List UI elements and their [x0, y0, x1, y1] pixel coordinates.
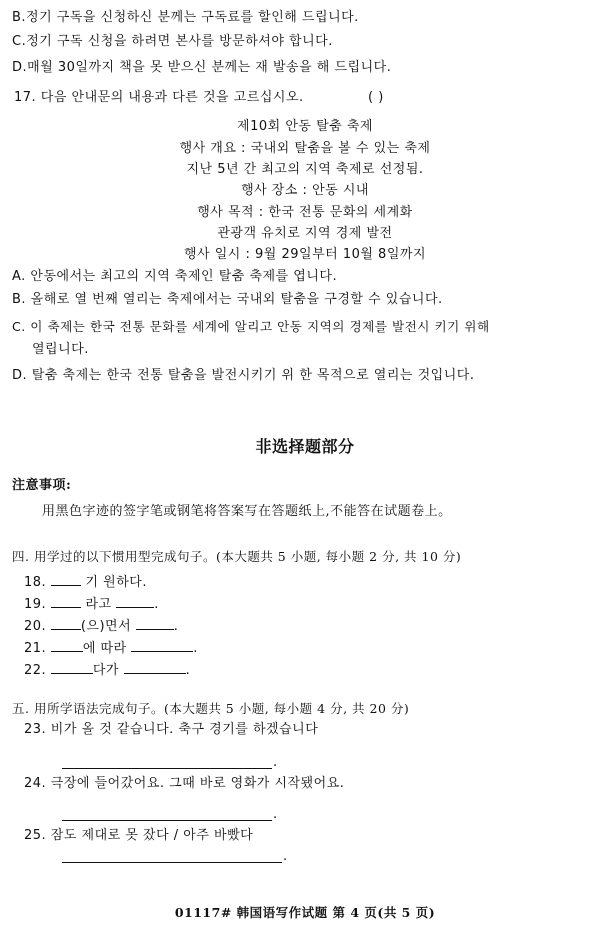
item-number: 21. — [24, 641, 47, 656]
part4-item-19 — [24, 595, 159, 614]
item-number: 18. — [24, 575, 47, 590]
item-pattern: (으)면서 — [80, 619, 132, 634]
notice-title: 제10회 안동 탈춤 축제 — [237, 119, 373, 134]
fill-blank[interactable] — [136, 617, 174, 630]
part5-item-24: 24. 극장에 들어갔어요. 그때 바로 영화가 시작됐어요. — [24, 776, 345, 791]
answer-line[interactable] — [62, 819, 272, 821]
fill-blank[interactable] — [116, 595, 154, 608]
item-pattern: 라고 — [85, 597, 112, 612]
q17-question: 17. 다음 안내문의 내용과 다른 것을 고르십시오. — [14, 90, 304, 105]
answer-period: . — [273, 755, 278, 770]
prev-option-d: D.매월 30일까지 책을 못 받으신 분께는 재 발송을 해 드립니다. — [12, 60, 392, 75]
q17-answer-paren: ( ) — [368, 90, 384, 105]
q17-option-d: D. 탈춤 축제는 한국 전통 탈춤을 발전시키기 위 한 목적으로 열리는 것입니다. — [12, 368, 475, 383]
answer-line[interactable] — [62, 861, 282, 863]
fill-blank[interactable] — [131, 639, 193, 652]
fill-blank[interactable] — [124, 661, 186, 674]
q17-option-b: B. 올해로 열 번째 열리는 축제에서는 국내외 탈춤을 구경할 수 있습니다. — [12, 292, 443, 307]
part5-heading: 五. 用所学语法完成句子。(本大题共 5 小题, 每小题 4 分, 共 20 分) — [12, 701, 410, 716]
notice-line: 행사 목적 : 한국 전통 문화의 세계화 — [197, 205, 413, 220]
item-period: . — [154, 597, 159, 612]
part4-item-20 — [24, 617, 178, 636]
item-period: . — [185, 663, 191, 678]
item-pattern: 다가 — [92, 663, 119, 678]
fill-blank[interactable] — [51, 639, 83, 652]
item-period: . — [193, 641, 198, 656]
answer-period: . — [283, 849, 288, 864]
item-number: 19. — [24, 597, 47, 612]
section-title: 非选择题部分 — [255, 437, 355, 456]
notice-line: 행사 개요 : 국내외 탈춤을 볼 수 있는 축제 — [179, 141, 431, 156]
q17-option-a: A. 안동에서는 최고의 지역 축제인 탈춤 축제를 엽니다. — [12, 269, 338, 284]
q17-option-c: C. 이 축제는 한국 전통 문화를 세계에 알리고 안동 지역의 경제를 발전시 키기 위해 — [12, 319, 490, 334]
item-pattern: 기 원하다. — [85, 575, 147, 590]
part4-item-18 — [24, 573, 147, 592]
page-footer: 01117# 韩国语写作试题 第 4 页(共 5 页) — [174, 905, 436, 920]
prev-option-c: C.정기 구독 신청을 하려면 본사를 방문하셔야 합니다. — [12, 34, 333, 49]
notice-line: 행사 일시 : 9월 29일부터 10월 8일까지 — [184, 247, 426, 262]
part4-item-21 — [24, 639, 198, 658]
part4-item-22 — [24, 661, 190, 680]
item-number: 22. — [24, 663, 47, 678]
part4-heading: 四. 用学过的以下惯用型完成句子。(本大题共 5 小题, 每小题 2 分, 共 10 分) — [12, 549, 462, 564]
notice-line: 행사 장소 : 안동 시내 — [241, 183, 369, 198]
item-pattern: 에 따라 — [82, 641, 127, 656]
fill-blank[interactable] — [51, 661, 93, 674]
notice-text: 用黑色字迹的签字笔或钢笔将答案写在答题纸上,不能答在试题卷上。 — [42, 504, 452, 519]
part5-item-25: 25. 잠도 제대로 못 잤다 / 아주 바빴다 — [24, 828, 254, 843]
item-number: 20. — [24, 619, 47, 634]
prev-option-b: B.정기 구독을 신청하신 분께는 구독료를 할인해 드립니다. — [12, 10, 359, 25]
fill-blank[interactable] — [51, 573, 81, 586]
fill-blank[interactable] — [51, 595, 81, 608]
answer-line[interactable] — [62, 767, 272, 769]
item-period: . — [173, 619, 179, 634]
part5-item-23: 23. 비가 올 것 같습니다. 축구 경기를 하겠습니다 — [24, 722, 319, 737]
fill-blank[interactable] — [51, 617, 81, 630]
notice-heading: 注意事项: — [12, 478, 72, 493]
notice-line: 관광객 유치로 지역 경제 발전 — [217, 226, 393, 241]
answer-period: . — [273, 807, 278, 822]
q17-option-c-cont: 열립니다. — [32, 342, 89, 357]
notice-line: 지난 5년 간 최고의 지역 축제로 선정됨. — [186, 162, 424, 177]
